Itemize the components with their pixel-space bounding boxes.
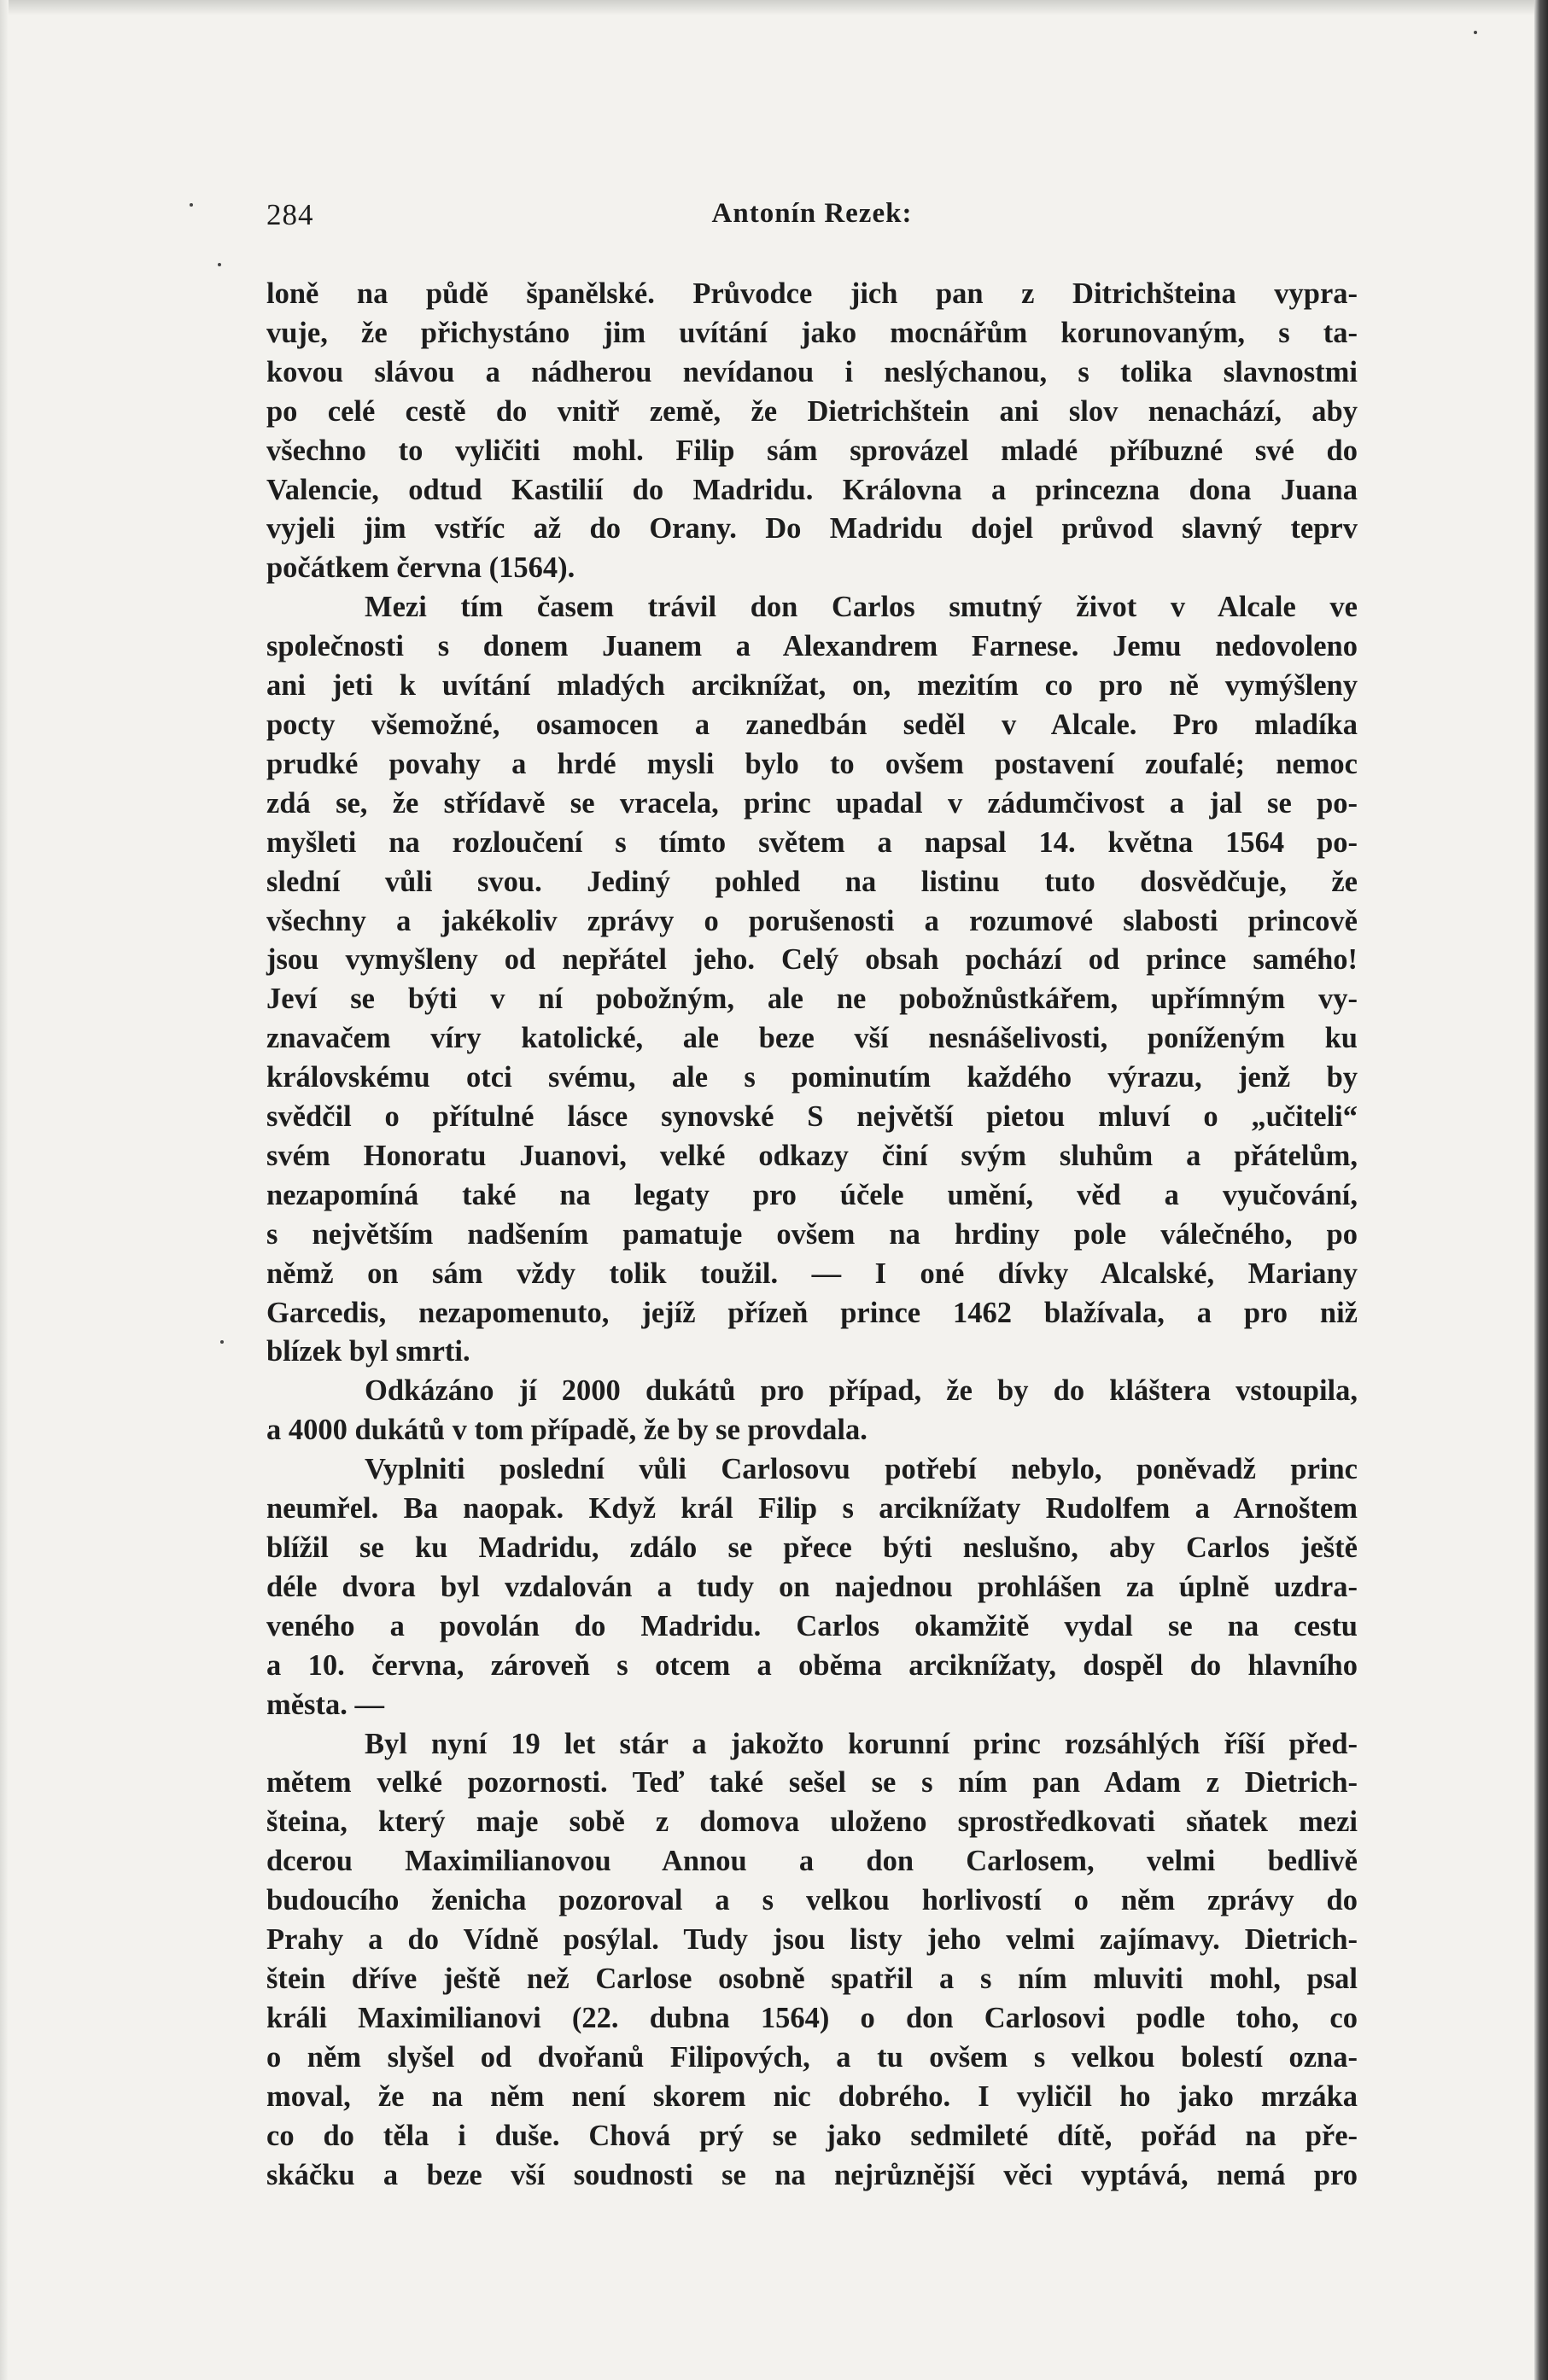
text-line: počátkem června (1564). [266,551,575,585]
text-line: po celé cestě do vnitř země, že Dietrichštein ani slov nenachází, aby [266,394,1358,428]
text-line: Mezi tím časem trávil don Carlos smutný život v Alcale ve [365,591,1358,624]
text-line: jsou vymyšleny od nepřátel jeho. Celý obsah pochází od prince samého! [266,943,1358,977]
text-line: neumřel. Ba naopak. Když král Filip s arciknížaty Rudolfem a Arnoštem [266,1492,1358,1525]
text-line: svém Honoratu Juanovi, velké odkazy činí svým sluhům a přátelům, [266,1139,1358,1172]
text-line: nezapomíná také na legaty pro účele umění, věd a vyučování, [266,1178,1358,1211]
text-line: Odkázáno jí 2000 dukátů pro případ, že by do kláštera vstoupila, [365,1374,1358,1408]
text-line: a 4000 dukátů v tom případě, že by se provdala. [266,1414,867,1447]
text-line: Jeví se býti v ní pobožným, ale ne pobožnůstkářem, upřímným vy- [266,983,1358,1016]
text-line: blízek byl smrti. [266,1335,470,1368]
scan-edge-top [0,0,1548,15]
scan-edge-left [0,0,9,2380]
text-line: budoucího ženicha pozoroval a s velkou horlivostí o něm zprávy do [266,1884,1358,1917]
text-line: slední vůli svou. Jediný pohled na listinu tuto dosvědčuje, že [266,865,1358,898]
text-line: královskému otci svému, ale s pominutím každého výrazu, jenž by [266,1061,1358,1094]
text-line: vuje, že přichystáno jim uvítání jako mocnářům korunovaným, s ta- [266,316,1358,349]
text-line: kovou slávou a nádherou nevídanou i neslýchanou, s tolika slavnostmi [266,355,1358,388]
text-line: společnosti s donem Juanem a Alexandrem Farnese. Jemu nedovoleno [266,630,1358,663]
text-line: znavačem víry katolické, ale beze vší nesnášelivosti, poníženým ku [266,1022,1358,1055]
text-line: Garcedis, nezapomenuto, jejíž přízeň prince 1462 blažívala, a pro niž [266,1296,1358,1329]
text-line: moval, že na něm není skorem nic dobrého. I vyličil ho jako mrzáka [266,2080,1358,2113]
text-line: králi Maximilianovi (22. dubna 1564) o don Carlosovi podle toho, co [266,2001,1358,2034]
text-line: pocty všemožné, osamocen a zanedbán seděl v Alcale. Pro mladíka [266,708,1358,741]
margin-dot [190,203,193,207]
text-line: a 10. června, zároveň s otcem a oběma arciknížaty, dospěl do hlavního [266,1648,1358,1682]
text-line: vyjeli jim vstříc až do Orany. Do Madridu dojel průvod slavný teprv [266,512,1358,545]
margin-dot [1474,31,1477,34]
text-line: co do těla i duše. Chová prý se jako sedmileté dítě, pořád na pře- [266,2119,1358,2152]
text-line: myšleti na rozloučení s tímto světem a napsal 14. května 1564 po- [266,825,1358,859]
margin-dot [220,1340,224,1344]
text-line: Vyplniti poslední vůli Carlosovu potřebí nebylo, poněvadž princ [365,1453,1358,1486]
text-line: Prahy a do Vídně posýlal. Tudy jsou listy jeho velmi zajímavy. Dietrich- [266,1923,1358,1957]
text-line: svědčil o přítulné lásce synovské S největší pietou mluví o „učiteli“ [266,1100,1358,1134]
text-line: města. — [266,1688,384,1721]
text-line: všechny a jakékoliv zprávy o porušenosti a rozumové slabosti princově [266,904,1358,937]
text-line: zdá se, že střídavě se vracela, princ upadal v zádumčivost a jal se po- [266,786,1358,820]
text-line: déle dvora byl vzdalován a tudy on najednou prohlášen za úplně uzdra- [266,1570,1358,1603]
scan-edge-right [1534,0,1548,2380]
page-header [266,198,1358,241]
page-number: 284 [266,198,314,231]
text-line: skáčku a beze vší soudnosti se na nejrůznější věci vyptává, nemá pro [266,2158,1358,2191]
body-text [266,275,1358,2195]
margin-dot [218,263,221,266]
text-line: ani jeti k uvítání mladých arciknížat, on, mezitím co pro ně vymýšleny [266,669,1358,703]
text-line: šteina, který maje sobě z domova uloženo sprostředkovati sňatek mezi [266,1805,1358,1839]
text-line: dcerou Maximilianovou Annou a don Carlosem, velmi bedlivě [266,1845,1358,1878]
running-head: Antonín Rezek: [711,198,913,229]
text-line: mětem velké pozornosti. Teď také sešel se s ním pan Adam z Dietrich- [266,1766,1358,1800]
text-line: prudké povahy a hrdé mysli bylo to ovšem postavení zoufalé; nemoc [266,747,1358,780]
text-line: němž on sám vždy tolik toužil. — I oné dívky Alcalské, Mariany [266,1257,1358,1290]
text-line: loně na půdě španělské. Průvodce jich pan z Ditrichšteina vypra- [266,277,1358,310]
text-line: o něm slyšel od dvořanů Filipových, a tu ovšem s velkou bolestí ozna- [266,2040,1358,2074]
text-line: s největším nadšením pamatuje ovšem na hrdiny pole válečného, po [266,1217,1358,1251]
text-line: Byl nyní 19 let stár a jakožto korunní princ rozsáhlých říší před- [365,1727,1358,1760]
text-line: veného a povolán do Madridu. Carlos okamžitě vydal se na cestu [266,1609,1358,1642]
text-line: všechno to vyličiti mohl. Filip sám sprovázel mladé příbuzné své do [266,434,1358,467]
text-line: blížil se ku Madridu, zdálo se přece býti neslušno, aby Carlos ještě [266,1531,1358,1564]
text-line: Valencie, odtud Kastilií do Madridu. Královna a princezna dona Juana [266,473,1358,506]
text-line: štein dříve ještě než Carlose osobně spatřil a s ním mluviti mohl, psal [266,1962,1358,1995]
